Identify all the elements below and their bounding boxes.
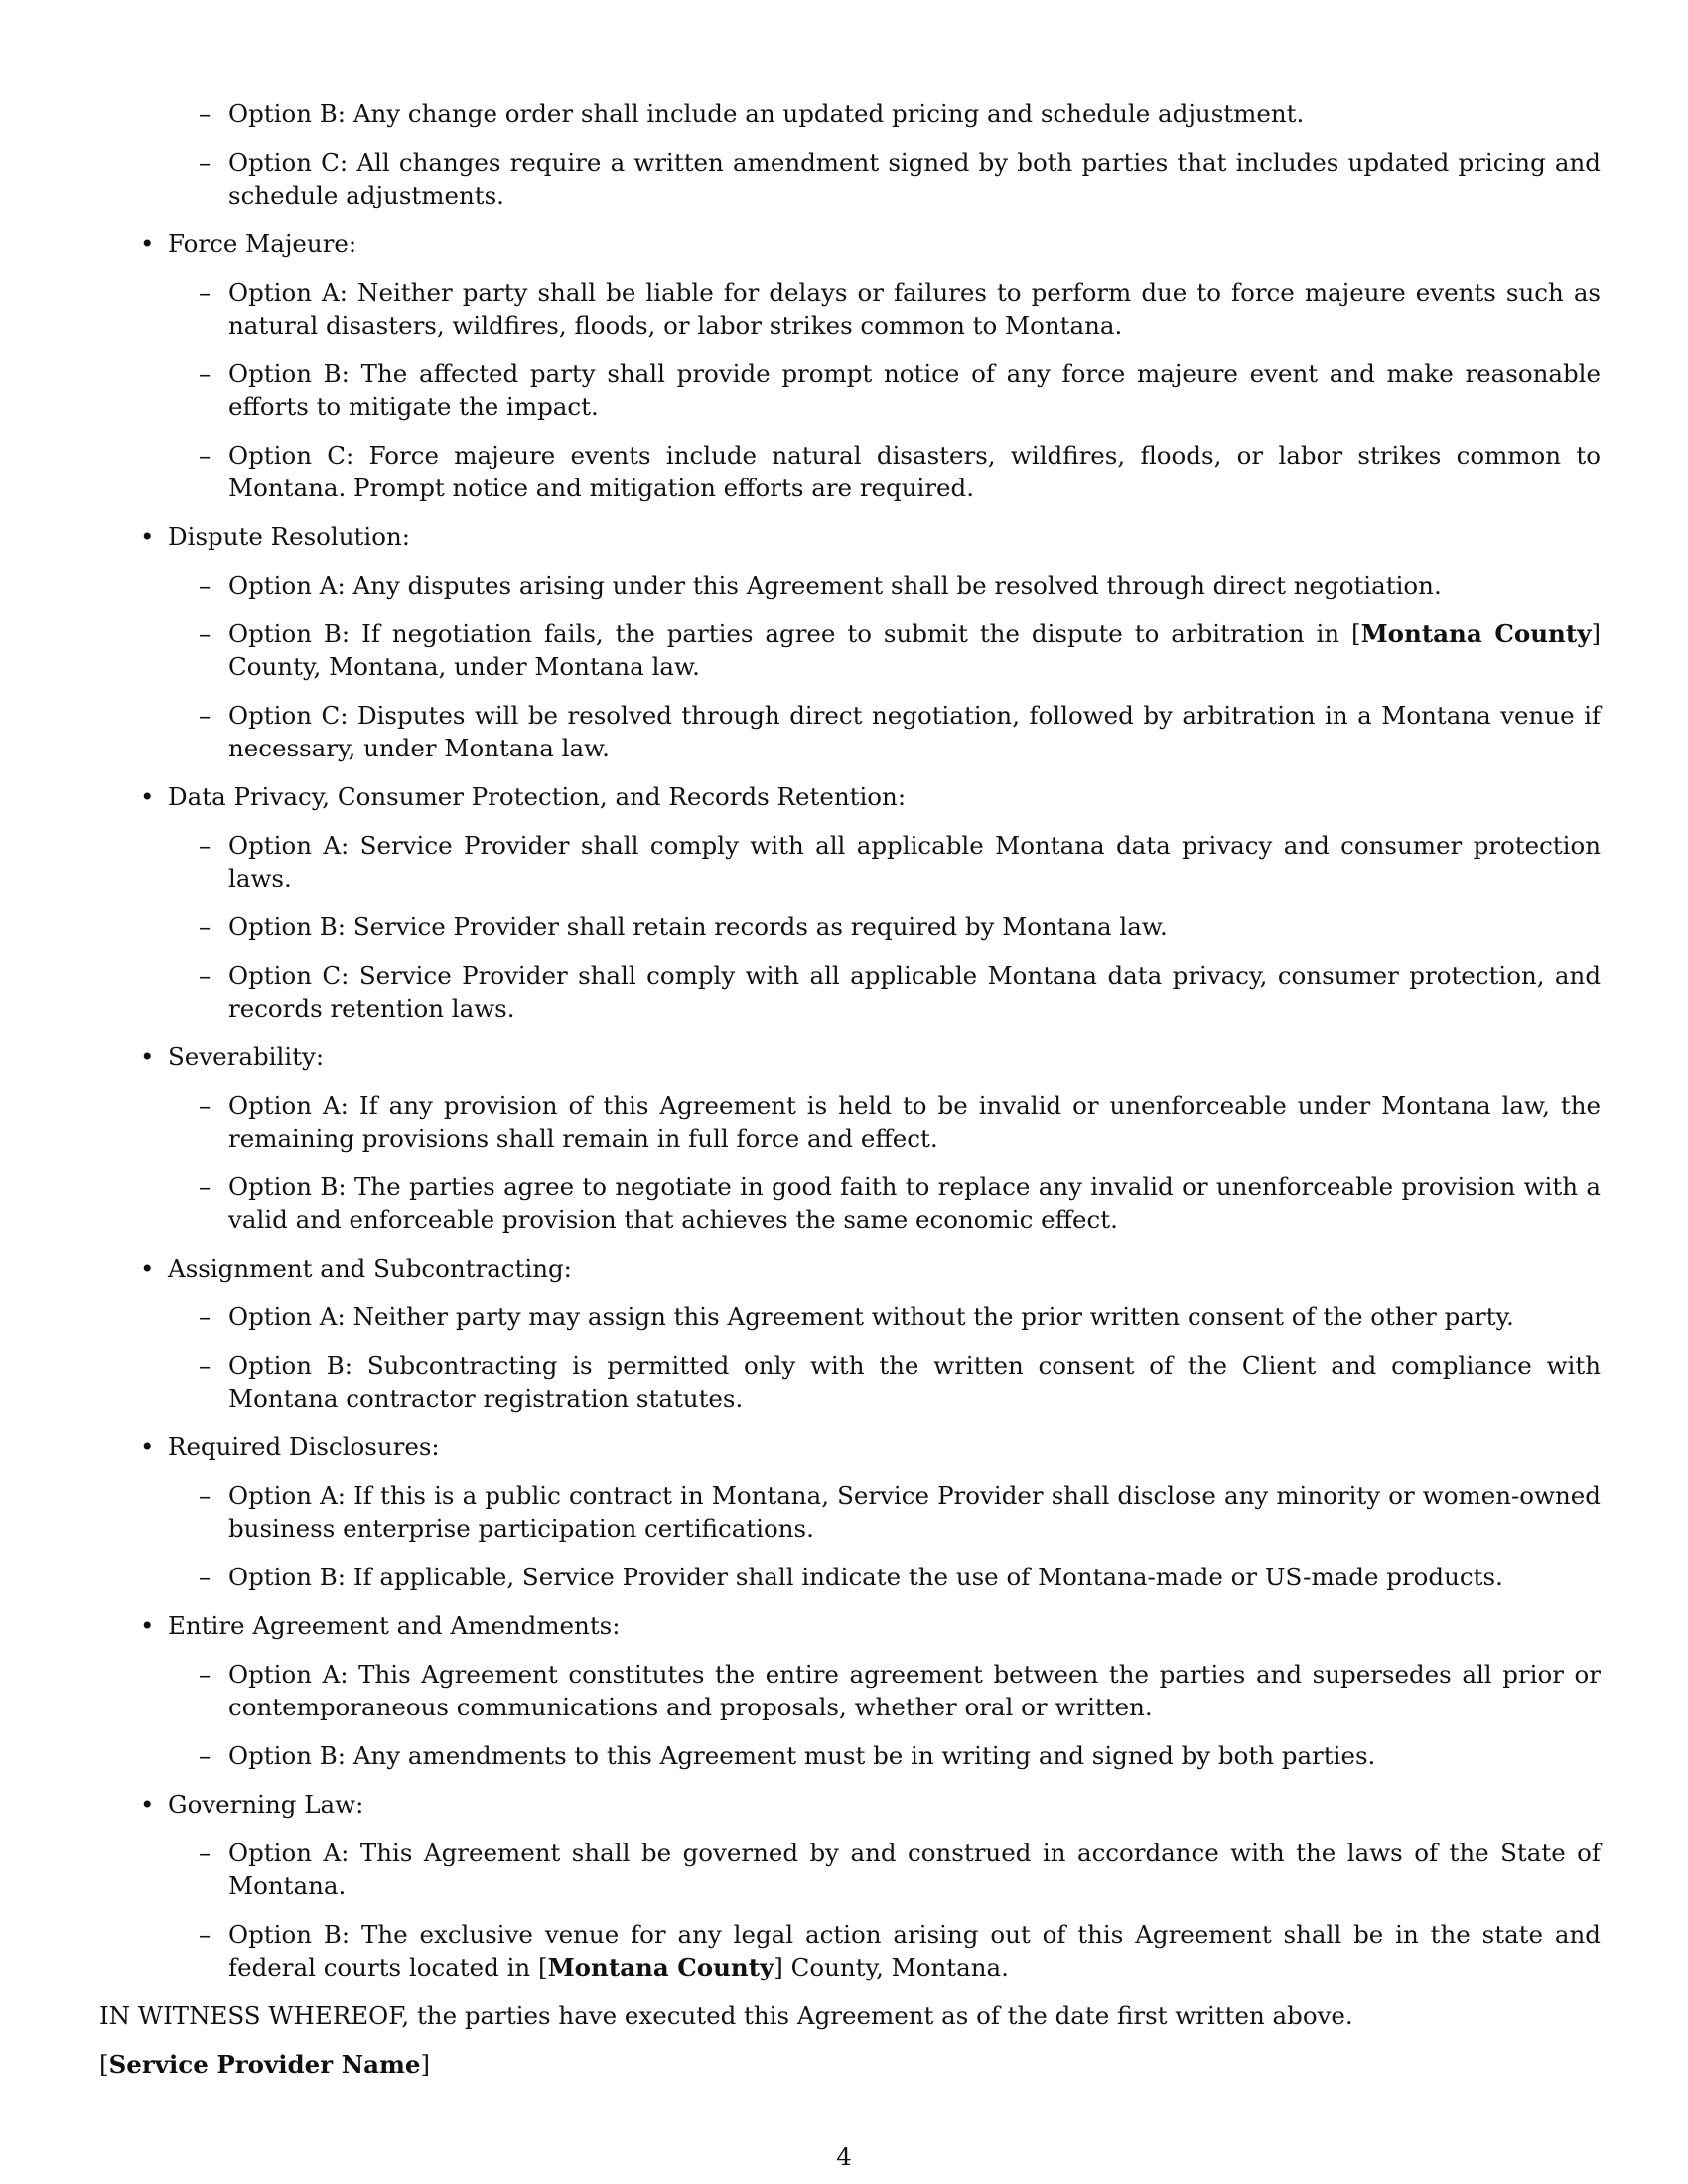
section-governing-law [140,1788,1601,1821]
option-item [199,1479,1601,1545]
option-text-pre: Option B: If negotiation fails, the parties agree to submit the dispute to arbitration in [ [228,619,1361,648]
section-heading: Governing Law: [168,1790,364,1819]
dash-marker: – [199,359,211,388]
dash-marker: – [199,148,211,177]
dash-marker: – [199,1481,211,1510]
option-text-pre: Option B: The exclusive venue for any legal action arising out of this Agreement shall be in the state and federal courts located in [ [228,1920,1601,1981]
dash-marker: – [199,1920,211,1949]
option-text: Option B: Any amendments to this Agreement must be in writing and signed by both parties. [228,1741,1376,1770]
dash-marker: – [199,278,211,307]
option-item [199,97,1601,130]
bullet-marker: • [140,1433,155,1461]
option-text: Option A: If any provision of this Agreement is held to be invalid or unenforceable under Montana law, the remaining provisions shall remain in full force and effect. [228,1091,1601,1153]
option-item [199,617,1601,683]
option-item [199,959,1601,1024]
dash-marker: – [199,1302,211,1331]
bullet-marker: • [140,782,155,811]
option-item [199,829,1601,894]
section-heading: Entire Agreement and Amendments: [168,1611,621,1640]
dash-marker: – [199,571,211,600]
option-text: Option C: Force majeure events include natural disasters, wildfires, floods, or labor strikes common to Montana. Prompt notice and mitigation efforts are required. [228,441,1601,502]
section-heading: Severability: [168,1042,325,1071]
dash-marker: – [199,912,211,941]
option-text: Option A: Any disputes arising under this Agreement shall be resolved through direct negotiation. [228,571,1442,600]
option-text: Option A: If this is a public contract in Montana, Service Provider shall disclose any minority or women-owned business enterprise participation certifications. [228,1481,1601,1543]
option-item [199,1837,1601,1902]
dash-marker: – [199,1563,211,1591]
dash-marker: – [199,441,211,470]
option-item [199,146,1601,211]
dash-marker: – [199,1091,211,1120]
option-text: Option A: Service Provider shall comply with all applicable Montana data privacy and consumer protection laws. [228,831,1601,892]
section-force-majeure [140,227,1601,260]
option-item [199,276,1601,341]
bullet-marker: • [140,229,155,258]
option-item [199,1349,1601,1415]
option-item [199,910,1601,943]
bullet-marker: • [140,1254,155,1283]
section-heading: Dispute Resolution: [168,522,410,551]
section-heading: Force Majeure: [168,229,357,258]
dash-marker: – [199,1660,211,1689]
option-item [199,1300,1601,1333]
option-text: Option B: Subcontracting is permitted only with the written consent of the Client and compliance with Montana contractor registration statutes. [228,1351,1601,1413]
dash-marker: – [199,1741,211,1770]
option-text: Option B: The affected party shall provide prompt notice of any force majeure event and make reasonable efforts to mitigate the impact. [228,359,1601,421]
option-text [228,1920,1601,1981]
county-placeholder: Montana County [547,1953,774,1981]
option-text: Option C: Service Provider shall comply with all applicable Montana data privacy, consumer protection, and records retention laws. [228,961,1601,1023]
bracket-close: ] [420,2050,431,2079]
dash-marker: – [199,961,211,990]
option-item [199,1561,1601,1593]
option-item [199,1739,1601,1772]
option-text: Option B: If applicable, Service Provider shall indicate the use of Montana-made or US-made products. [228,1563,1503,1591]
bullet-marker: • [140,522,155,551]
bullet-marker: • [140,1611,155,1640]
option-text: Option A: This Agreement constitutes the entire agreement between the parties and supersedes all prior or contemporaneous communications and proposals, whether oral or written. [228,1660,1601,1721]
option-text: Option A: Neither party may assign this Agreement without the prior written consent of the other party. [228,1302,1514,1331]
county-placeholder: Montana County [1360,619,1592,648]
option-text: Option A: Neither party shall be liable for delays or failures to perform due to force majeure events such as natural disasters, wildfires, floods, or labor strikes common to Montana. [228,278,1601,340]
option-item [199,1170,1601,1236]
section-heading: Assignment and Subcontracting: [168,1254,572,1283]
bullet-marker: • [140,1790,155,1819]
option-item [199,699,1601,764]
bracket-open: [ [99,2050,109,2079]
dash-marker: – [199,701,211,730]
option-text-post: ] County, Montana, under Montana law. [228,619,1601,681]
option-item [199,357,1601,423]
option-item [199,439,1601,504]
signature-block [99,2048,1601,2081]
dash-marker: – [199,1172,211,1201]
option-text: Option A: This Agreement shall be governed by and construed in accordance with the laws of the State of Montana. [228,1839,1601,1900]
dash-marker: – [199,99,211,128]
option-text: Option B: Service Provider shall retain records as required by Montana law. [228,912,1168,941]
page-content [99,97,1601,2097]
section-dispute-resolution [140,520,1601,553]
option-item [199,1658,1601,1723]
section-entire-agreement [140,1609,1601,1642]
option-text-post: ] County, Montana. [774,1953,1009,1981]
page-number: 4 [836,2142,852,2171]
dash-marker: – [199,1351,211,1380]
option-item [199,1089,1601,1155]
section-required-disclosures [140,1431,1601,1463]
option-text: Option C: All changes require a written amendment signed by both parties that includes updated pricing and schedule adjustments. [228,148,1601,209]
option-text: Option B: The parties agree to negotiate in good faith to replace any invalid or unenforceable provision with a valid and enforceable provision that achieves the same economic effect. [228,1172,1601,1234]
option-text: Option B: Any change order shall include an updated pricing and schedule adjustment. [228,99,1305,128]
section-assignment [140,1252,1601,1285]
section-data-privacy [140,780,1601,813]
section-severability [140,1040,1601,1073]
service-provider-name: Service Provider Name [108,2050,421,2079]
dash-marker: – [199,619,211,648]
bullet-marker: • [140,1042,155,1071]
section-heading: Data Privacy, Consumer Protection, and Records Retention: [168,782,907,811]
option-text: Option C: Disputes will be resolved through direct negotiation, followed by arbitration in a Montana venue if necessary, under Montana law. [228,701,1601,762]
option-item [199,569,1601,602]
section-heading: Required Disclosures: [168,1433,440,1461]
option-item [199,1918,1601,1983]
option-text [228,619,1601,681]
dash-marker: – [199,831,211,860]
witness-clause: IN WITNESS WHEREOF, the parties have executed this Agreement as of the date first written above. [99,2001,1353,2030]
dash-marker: – [199,1839,211,1867]
